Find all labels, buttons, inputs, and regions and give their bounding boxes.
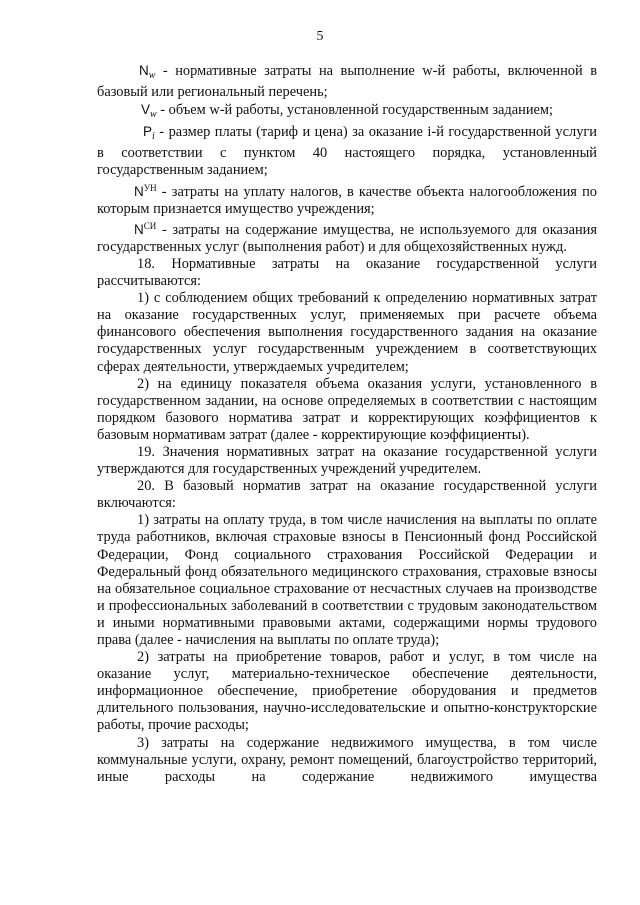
definition-text: - затраты на уплату налогов, в качестве объекта налогообложения по которым признается имущество учреждения; — [97, 183, 597, 217]
page-number: 5 — [316, 29, 324, 44]
symbol-n: N — [134, 183, 144, 199]
paragraph-20: 20. В базовый норматив затрат на оказание государственной услуги включаются: — [97, 478, 597, 512]
symbol-p: P — [143, 124, 153, 140]
paragraph-20-item-1: 1) затраты на оплату труда, в том числе начисления на выплаты по оплате труда работников, включая страховые взносы в Пенсионный фонд Российской Федерации, Фонд социального страхования Российской Федерации и Федеральный фонд обязательного медицинского страхования, страховые взносы на обязательное социальное страхование от несчастных случаев на производстве и профессиональных заболеваний в соответствии с трудовым законодательством и иными нормативными правовыми актами, содержащими нормы трудового права (далее - начисления на выплаты по оплате труда); — [97, 512, 597, 648]
paragraph-19: 19. Значения нормативных затрат на оказание государственной услуги утверждаются для государственных учреждений учредителем. — [97, 443, 597, 478]
paragraph-18-item-1: 1) с соблюдением общих требований к определению нормативных затрат на оказание государственных услуг, применяемых при расчете объема финансового обеспечения выполнения государственного задания на оказание государственных услуг государственным учреждением в соответствующих сферах деятельности, утверждаемых учредителем; — [97, 290, 597, 375]
symbol-v: V — [141, 102, 151, 118]
definition-text: - затраты на содержание имущества, не используемого для оказания государственных услуг (выполнения работ) и для общехозяйственных нужд. — [97, 221, 597, 255]
document-body — [97, 62, 597, 786]
definition-pi — [97, 123, 597, 179]
definition-text: - размер платы (тариф и цена) за оказание i-й государственной услуги в соответствии с пунктом 40 настоящего порядка, установленный государственным заданием; — [97, 124, 597, 179]
definition-text: - объем w-й работы, установленной государственным заданием; — [156, 102, 554, 119]
paragraph-18: 18. Нормативные затраты на оказание государственной услуги рассчитываются: — [97, 255, 597, 290]
symbol-n: N — [139, 63, 149, 78]
paragraph-20-item-3: 3) затраты на содержание недвижимого имущества, в том числе коммунальные услуги, охрану, ремонт помещений, благоустройство территорий, иные расходы на содержание недвижимого имущества — [97, 734, 597, 785]
definition-vw — [97, 101, 597, 123]
definition-nsi — [97, 218, 597, 256]
definition-nw — [97, 62, 597, 101]
paragraph-20-item-2: 2) затраты на приобретение товаров, работ и услуг, в том числе на оказание услуг, материально-техническое обеспечение деятельности, информационное обеспечение, приобретение оборудования и предметов длительного пользования, научно-исследовательские и опытно-конструкторские работы, прочие расходы; — [97, 649, 597, 734]
symbol-superscript: УН — [143, 182, 157, 193]
definition-nun — [97, 180, 597, 218]
symbol-subscript: w — [150, 109, 157, 121]
definition-text: - нормативные затраты на выполнение w-й работы, включенной в базовый или региональный перечень; — [97, 63, 597, 101]
symbol-n: N — [134, 221, 144, 237]
symbol-subscript: w — [148, 70, 156, 81]
symbol-subscript: i — [152, 131, 155, 143]
paragraph-18-item-2: 2) на единицу показателя объема оказания услуги, установленного в государственном задании, на основе определяемых в соответствии с настоящим порядком базового норматива затрат и корректирующих коэффициентов к базовым нормативам затрат (далее - корректирующие коэффициенты). — [97, 375, 597, 443]
symbol-superscript: СИ — [143, 220, 157, 231]
